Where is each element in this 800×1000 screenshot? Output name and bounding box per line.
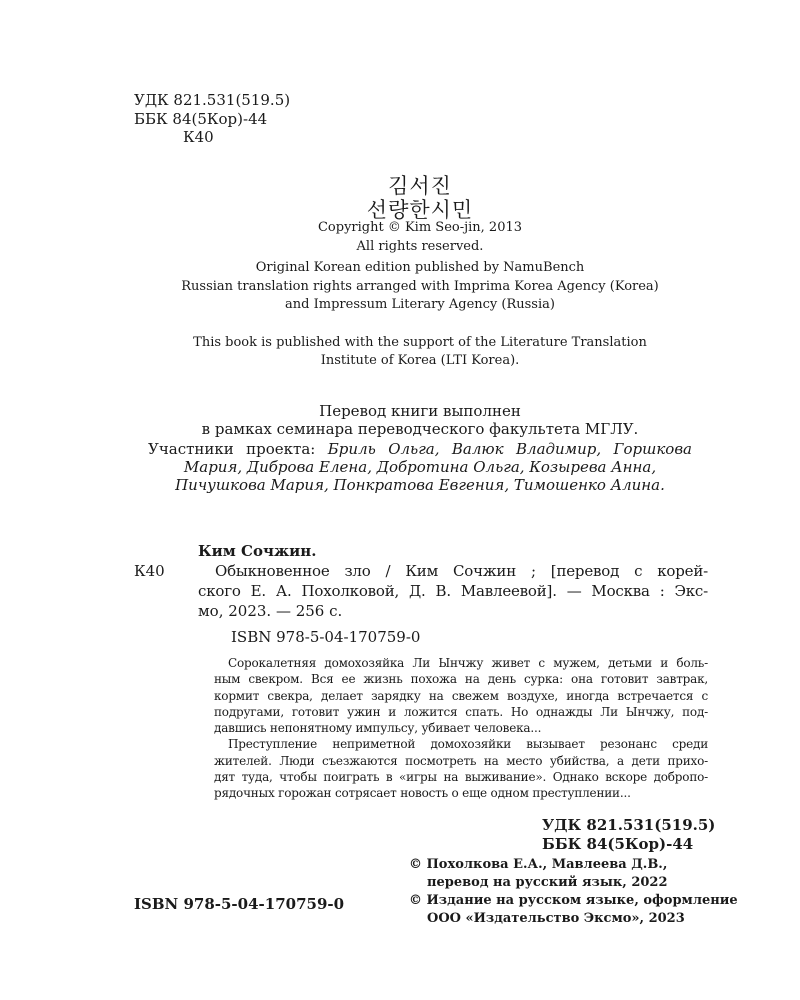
credit-line2: перевод на русский язык, 2022 <box>427 875 668 890</box>
credit-line4: ООО «Издательство Эксмо», 2023 <box>427 911 685 926</box>
korean-author: 김서진 <box>388 174 452 198</box>
translation-note-line2: в рамках семинара переводческого факультета МГЛУ. <box>201 420 639 438</box>
footer-bbk: ББК 84(5Кор)-44 <box>542 835 694 853</box>
annotation-line: рядочных горожан сотрясает новость о еще одном преступлении... <box>214 786 631 801</box>
credit-line3: © Издание на русском языке, оформление <box>409 893 738 908</box>
catalog-line3: мо, 2023. — 256 с. <box>198 602 343 620</box>
annotation-line: кормит свекра, делает зарядку на свежем воздухе, иногда встречается с <box>214 688 708 703</box>
footer-udk: УДК 821.531(519.5) <box>542 816 716 834</box>
participants-label: Участники проекта: <box>148 440 316 458</box>
original-edition: Original Korean edition published by NamuBench <box>255 260 585 275</box>
support-line1: This book is published with the support of the Literature Translation <box>193 335 647 350</box>
catalog-isbn: ISBN 978-5-04-170759-0 <box>231 628 421 646</box>
participants-line3: Пичушкова Мария, Понкратова Евгения, Тимошенко Алина. <box>175 476 665 494</box>
annotation-line: дят туда, чтобы поиграть в «игры на выживание». Однако вскоре добропо- <box>214 770 708 785</box>
korean-title: 선량한시민 <box>366 198 474 222</box>
annotation-line: Сорокалетняя домохозяйка Ли Ынчжу живет с мужем, детьми и боль- <box>228 656 708 670</box>
annotation <box>214 655 708 802</box>
rights-reserved: All rights reserved. <box>356 239 484 254</box>
participants-names-1: Бриль Ольга, Валюк Владимир, Горшкова <box>327 440 692 458</box>
bbk-code: ББК 84(5Кор)-44 <box>134 110 268 128</box>
copyright-line: Copyright © Kim Seo-jin, 2013 <box>317 220 523 235</box>
catalog-author: Ким Сочжин. <box>198 542 317 560</box>
udk-code: УДК 821.531(519.5) <box>134 91 291 109</box>
catalog-line1: Обыкновенное зло / Ким Сочжин ; [перевод с корей- <box>215 562 708 580</box>
catalog-line2: ского Е. А. Похолковой, Д. В. Мавлеевой]. — Москва : Экс- <box>198 582 708 600</box>
credit-line1: © Похолкова Е.А., Мавлеева Д.В., <box>409 857 668 872</box>
translation-rights-line1: Russian translation rights arranged with Imprima Korea Agency (Korea) <box>181 279 659 294</box>
annotation-line: жителей. Люди съезжаются посмотреть на место убийства, а дети прихо- <box>214 753 708 768</box>
participants-line1 <box>148 440 692 458</box>
annotation-line: Преступление неприметной домохозяйки вызывает резонанс среди <box>228 737 708 752</box>
support-line2: Institute of Korea (LTI Korea). <box>320 353 520 368</box>
translation-rights-line2: and Impressum Literary Agency (Russia) <box>285 297 555 312</box>
catalog-mark: К40 <box>134 562 165 580</box>
translation-note-line1: Перевод книги выполнен <box>319 402 521 420</box>
annotation-line: давшись непонятному импульсу, убивает человека... <box>214 721 542 736</box>
isbn-bottom: ISBN 978-5-04-170759-0 <box>134 895 345 913</box>
annotation-line: ным свекром. Вся ее жизнь похожа на день сурка: она готовит завтрак, <box>214 672 708 687</box>
annotation-line: подругами, готовит ужин и ложится спать. Но однажды Ли Ынчжу, под- <box>214 704 708 719</box>
author-mark: К40 <box>183 128 214 146</box>
participants-line2: Мария, Диброва Елена, Добротина Ольга, Козырева Анна, <box>183 458 657 476</box>
